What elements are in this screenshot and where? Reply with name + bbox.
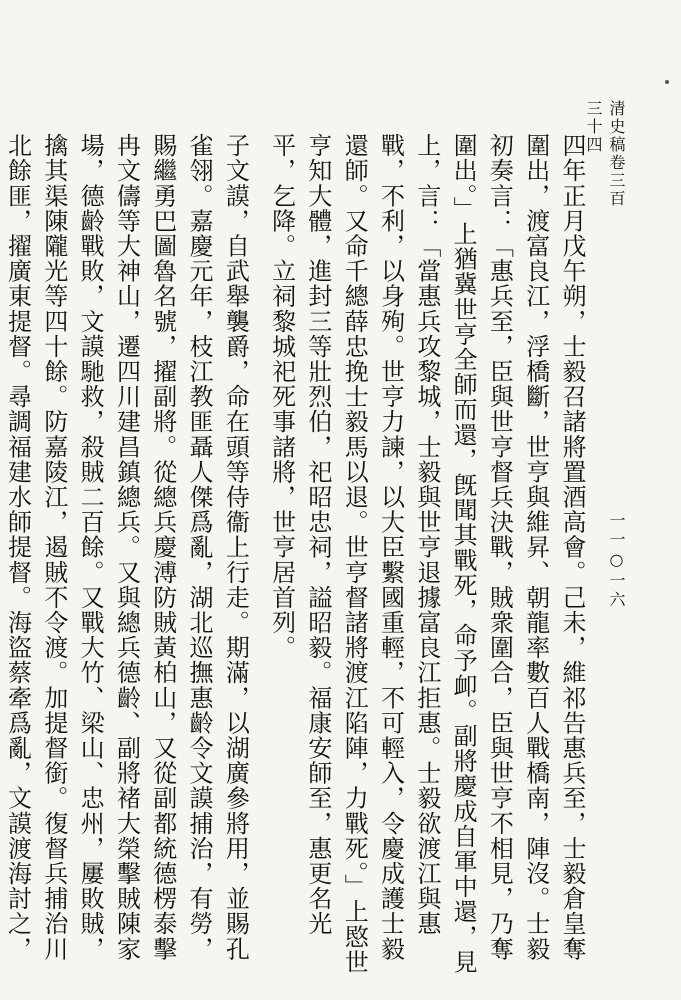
paragraph-2: 子文謨，自武舉襲爵，命在頭等侍衞上行走。期滿，以湖廣參將用，並賜孔雀翎。嘉慶元年，枝江教匪聶人傑爲亂，湖北巡撫惠齡令文謨捕治，有勞，賜繼勇巴圖魯名號，擢副將。從總兵慶溥防賊黃柏山，又從副都統德楞泰擊冉文儔等大神山，遷四川建昌鎮總兵。又與總兵德齡、副將褚大榮擊賊陳家場，德齡戰敗，文謨馳救，殺賊二百餘。又戰大竹、梁山、忠州，屢敗賊，擒其渠陳隴光等四十餘。防嘉陵江，遏賊不令渡。加提督銜。復督兵捕治川北餘匪，擢廣東提督。尋調福建水師提督。海盜蔡牽爲亂，文謨渡海討之， bbox=[3, 133, 250, 962]
page-number: 一一○一六 bbox=[607, 512, 626, 610]
body-text bbox=[3, 133, 590, 975]
paragraph-1: 四年正月戊午朔，士毅召諸將置酒高會。己未，維祁告惠兵至，士毅倉皇奪圍出，渡富良江，浮橋斷，世亨與維昇、朝龍率數百人戰橋南，陣沒。士毅初奏言：「惠兵至，臣與世亨督兵決戰，賊衆圍合，臣與世亨不相見，乃奪圍出。」上猶冀世亨全師而還，旣聞其戰死，命予卹。副將慶成自軍中還，見上，言：「當惠兵攻黎城，士毅與世亨退據富良江拒惠。士毅欲渡江與惠戰，不利，以身殉。世亨力諫，以大臣繫國重輕，不可輕入，令慶成護士毅還師。又命千總薛忠挽士毅馬以退。世亨督諸將渡江陷陣，力戰死。」上愍世亨知大體，進封三等壯烈伯，祀昭忠祠，謚昭毅。福康安師至，惠更名光平，乞降。立祠黎城祀死事諸將，世亨居首列。 bbox=[267, 133, 586, 975]
scan-dot bbox=[665, 80, 669, 84]
running-header: 清史稿卷三百三十四 bbox=[584, 100, 626, 208]
